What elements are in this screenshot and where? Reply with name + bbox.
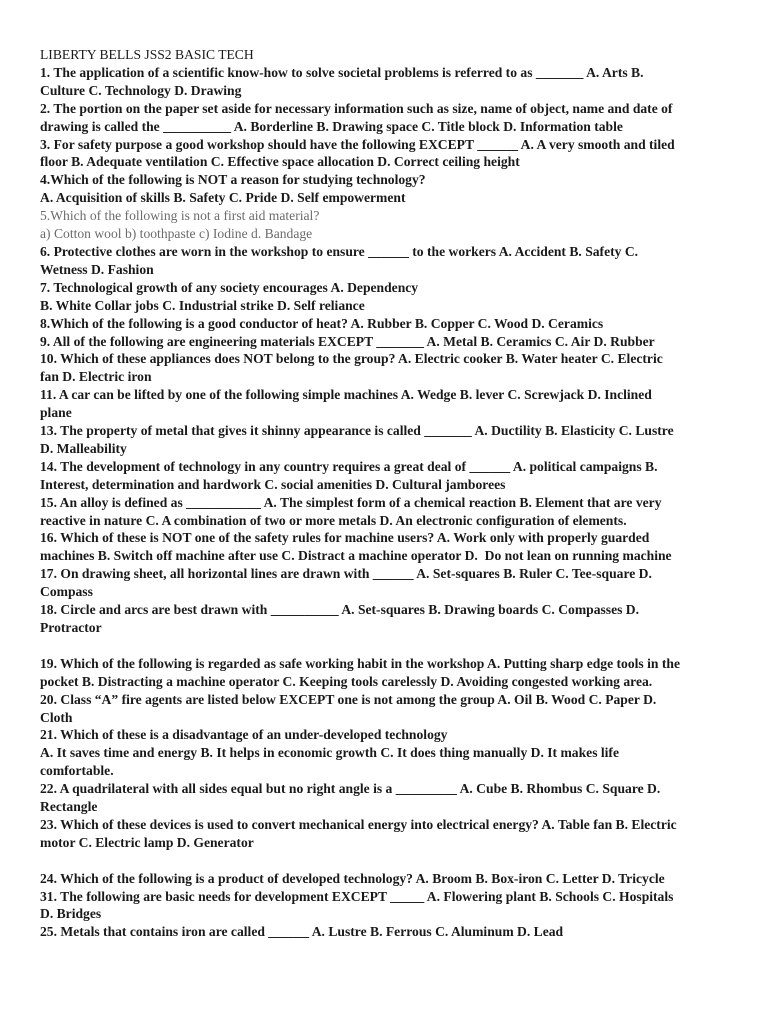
document-title: LIBERTY BELLS JSS2 BASIC TECH [40,47,254,62]
question-line: 5.Which of the following is not a first aid material? [40,208,320,224]
question-line: 16. Which of these is NOT one of the safety rules for machine users? A. Work only with properly guarded [40,530,650,546]
question-line: 21. Which of these is a disadvantage of an under-developed technology [40,727,448,743]
question-line: Culture C. Technology D. Drawing [40,82,242,98]
question-line: D. Malleability [40,440,127,456]
question-line: comfortable. [40,763,114,779]
question-line: reactive in nature C. A combination of two or more metals D. An electronic configuration of elements. [40,512,627,528]
question-line: a) Cotton wool b) toothpaste c) Iodine d. Bandage [40,226,313,242]
question-line: Cloth [40,709,73,725]
question-line: B. White Collar jobs C. Industrial strike D. Self reliance [40,297,365,313]
question-line: A. Acquisition of skills B. Safety C. Pride D. Self empowerment [40,190,406,206]
question-line: 20. Class “A” fire agents are listed below EXCEPT one is not among the group A. Oil B. Wood C. Paper D. [40,691,657,707]
question-line: 8.Which of the following is a good conductor of heat? A. Rubber B. Copper C. Wood D. Ceramics [40,315,604,331]
question-line: 10. Which of these appliances does NOT belong to the group? A. Electric cooker B. Water heater C. Electric [40,351,663,367]
question-line: Protractor [40,620,102,635]
question-line: 6. Protective clothes are worn in the workshop to ensure ______ to the workers A. Accident B. Safety C. [40,243,639,259]
question-line: 9. All of the following are engineering materials EXCEPT _______ A. Metal B. Ceramics C. Air D. Rubber [40,333,655,349]
blank-line [40,637,752,655]
question-line: 3. For safety purpose a good workshop should have the following EXCEPT ______ A. A very smooth and tiled [40,136,675,152]
question-line: 7. Technological growth of any society encourages A. Dependency [40,279,419,295]
question-line: Wetness D. Fashion [40,261,154,277]
question-line: 13. The property of metal that gives it shinny appearance is called _______ A. Ductility B. Elasticity C. Lustre [40,423,674,439]
question-line: 24. Which of the following is a product of developed technology? A. Broom B. Box-iron C. Letter D. Tricycle [40,870,665,886]
question-line: drawing is called the __________ A. Borderline B. Drawing space C. Title block D. Information table [40,118,623,134]
question-line: 23. Which of these devices is used to convert mechanical energy into electrical energy? A. Table fan B. Electric [40,816,677,832]
question-line: 25. Metals that contains iron are called ______ A. Lustre B. Ferrous C. Aluminum D. Lead [40,924,564,940]
question-line: 19. Which of the following is regarded as safe working habit in the workshop A. Putting sharp edge tools in the [40,655,680,671]
question-line: pocket B. Distracting a machine operator C. Keeping tools carelessly D. Avoiding congested working area. [40,673,653,689]
question-line: 11. A car can be lifted by one of the following simple machines A. Wedge B. lever C. Screwjack D. Inclined [40,387,652,403]
question-line: motor C. Electric lamp D. Generator [40,834,254,850]
question-line: plane [40,405,72,421]
question-line: 15. An alloy is defined as ___________ A. The simplest form of a chemical reaction B. Element that are very [40,494,662,510]
question-line: Interest, determination and hardwork C. social amenities D. Cultural jamborees [40,476,506,492]
blank-line [40,852,752,870]
question-line: 17. On drawing sheet, all horizontal lines are drawn with ______ A. Set-squares B. Ruler C. Tee-square D. [40,566,652,582]
question-line: A. It saves time and energy B. It helps in economic growth C. It does thing manually D. It makes life [40,745,619,761]
document-page [40,46,752,941]
question-line: 2. The portion on the paper set aside for necessary information such as size, name of object, name and date of [40,100,673,116]
question-line: machines B. Switch off machine after use C. Distract a machine operator D. Do not lean on running machine [40,548,672,564]
question-line: Compass [40,584,93,600]
question-line: floor B. Adequate ventilation C. Effective space allocation D. Correct ceiling height [40,154,520,170]
question-line: D. Bridges [40,906,102,922]
question-line: 31. The following are basic needs for development EXCEPT _____ A. Flowering plant B. Schools C. Hospitals [40,888,674,904]
question-line: 18. Circle and arcs are best drawn with __________ A. Set-squares B. Drawing boards C. Compasses D. [40,602,640,618]
question-line: 4.Which of the following is NOT a reason for studying technology? [40,172,426,188]
question-line: fan D. Electric iron [40,369,152,385]
question-line: Rectangle [40,799,98,815]
question-line: 22. A quadrilateral with all sides equal but no right angle is a _________ A. Cube B. Rhombus C. Square D. [40,781,661,797]
question-line: 1. The application of a scientific know-how to solve societal problems is referred to as _______ A. Arts B. [40,64,644,80]
question-line: 14. The development of technology in any country requires a great deal of ______ A. political campaigns B. [40,458,658,474]
